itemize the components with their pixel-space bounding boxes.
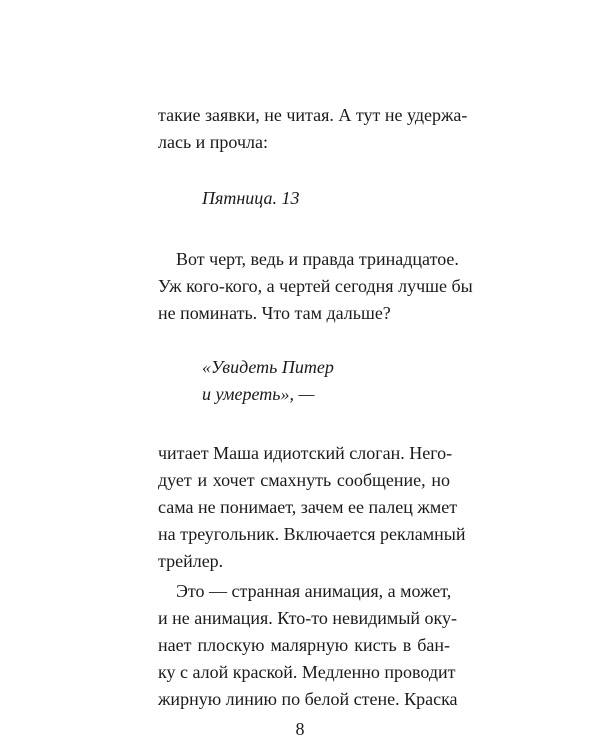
paragraph-line: Уж кого-кого, а чертей сегодня лучше бы (158, 276, 473, 296)
quote-line: Пятница. 13 (202, 188, 300, 208)
paragraph-line: сама не понимает, зачем ее палец жмет (158, 497, 458, 517)
paragraph-line: такие заявки, не читая. А тут не удержа- (158, 105, 468, 125)
quote-line: «Увидеть Питер (202, 357, 334, 377)
paragraph-line: нает плоскую малярную кисть в бан- (158, 635, 450, 655)
paragraph-line: трейлер. (158, 551, 224, 571)
paragraph-line: читает Маша идиотский слоган. Него- (158, 443, 453, 463)
quote-line: и умереть», — (202, 384, 315, 404)
paragraph-line: Это — странная анимация, а может, (176, 581, 452, 601)
paragraph-line: ку с алой краской. Медленно проводит (158, 662, 456, 682)
paragraph-line: на треугольник. Включается рекламный (158, 524, 466, 544)
paragraph-line: жирную линию по белой стене. Краска (158, 689, 458, 709)
paragraph-line: дует и хочет смахнуть сообщение, но (158, 470, 450, 490)
page-number: 8 (295, 719, 305, 739)
paragraph-line: не поминать. Что там дальше? (158, 303, 391, 323)
paragraph-line: Вот черт, ведь и правда тринадцатое. (176, 249, 459, 269)
paragraph-line: и не анимация. Кто-то невидимый оку- (158, 608, 458, 628)
paragraph-line: лась и прочла: (158, 132, 268, 152)
